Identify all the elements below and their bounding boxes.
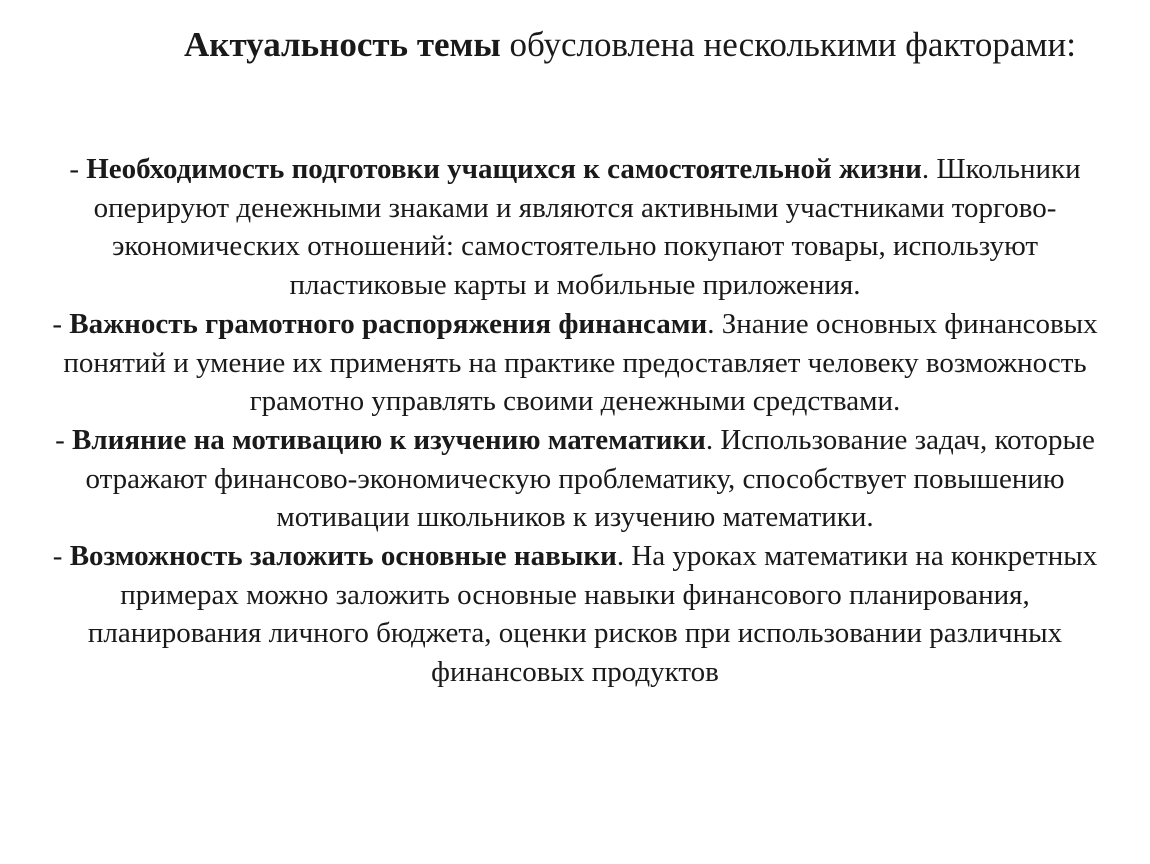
factor-item — [50, 421, 1100, 537]
factor-dash: - — [52, 307, 70, 340]
factor-title: Влияние на мотивацию к изучению математики — [72, 423, 706, 456]
factors-list — [50, 150, 1100, 692]
factor-text: . Знание основных финансовых понятий и умение их применять на практике предоставляет человеку возможность грамотно управлять своими денежными средствами. — [63, 307, 1098, 418]
slide-heading — [150, 22, 1110, 68]
factor-text: . На уроках математики на конкретных примерах можно заложить основные навыки финансового планирования, планирования личного бюджета, оценки рисков при использовании различных финансовых продуктов — [87, 540, 1098, 689]
factor-item — [50, 305, 1100, 421]
heading-normal-part: обусловлена несколькими факторами: — [500, 25, 1076, 64]
factor-item — [50, 537, 1100, 692]
factor-dash: - — [55, 423, 73, 456]
factor-title: Необходимость подготовки учащихся к самостоятельной жизни — [86, 153, 922, 185]
heading-bold-part: Актуальность темы — [184, 25, 501, 64]
factor-item — [50, 150, 1100, 305]
factor-title: Возможность заложить основные навыки — [69, 540, 617, 573]
factor-title: Важность грамотного распоряжения финансами — [69, 307, 708, 340]
factor-dash: - — [52, 540, 70, 573]
factor-dash: - — [69, 153, 87, 185]
factor-text: . Использование задач, которые отражают финансово-экономическую проблематику, способствует повышению мотивации школьников к изучению математики. — [85, 423, 1095, 534]
factor-text: . Школьники оперируют денежными знаками и являются активными участниками торгово-экономических отношений: самостоятельно покупают товары, используют пластиковые карты и мобильные приложения. — [93, 153, 1081, 302]
